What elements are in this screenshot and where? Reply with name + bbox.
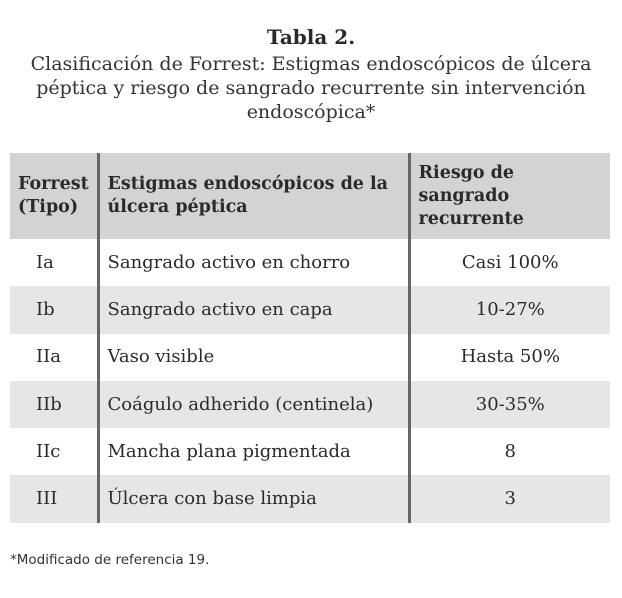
table-row	[10, 239, 610, 286]
table-row	[10, 428, 610, 475]
cell-risk: 30-35%	[475, 393, 545, 415]
cell-type: Ia	[10, 239, 98, 286]
title-block	[0, 24, 622, 124]
header-risk: Riesgo de sangrado recurrente	[418, 162, 524, 229]
footnote: *Modificado de referencia 19.	[10, 552, 210, 568]
header-forrest-type: Forrest (Tipo)	[10, 153, 98, 239]
cell-risk: 3	[504, 488, 516, 510]
cell-stigma: Sangrado activo en capa	[98, 286, 409, 333]
cell-risk: Casi 100%	[461, 251, 559, 273]
table-header-row	[10, 153, 610, 239]
table-title: Tabla 2.	[266, 25, 356, 49]
table-row	[10, 475, 610, 522]
forrest-table	[10, 153, 610, 523]
cell-stigma: Vaso visible	[98, 334, 409, 381]
cell-risk: 8	[504, 440, 516, 462]
cell-type: III	[10, 475, 98, 522]
cell-risk: Hasta 50%	[460, 346, 560, 368]
forrest-table-container	[10, 153, 610, 523]
cell-type: IIb	[10, 381, 98, 428]
table-row	[10, 381, 610, 428]
table-row	[10, 334, 610, 381]
cell-stigma: Coágulo adherido (centinela)	[98, 381, 409, 428]
cell-stigma: Sangrado activo en chorro	[98, 239, 409, 286]
cell-type: Ib	[10, 286, 98, 333]
cell-stigma: Mancha plana pigmentada	[98, 428, 409, 475]
header-stigmas: Estigmas endoscópicos de la úlcera péptica	[98, 153, 409, 239]
cell-risk: 10-27%	[475, 298, 545, 320]
table-caption: Clasificación de Forrest: Estigmas endoscópicos de úlcera péptica y riesgo de sangrado recurrente sin intervención endoscópica*	[30, 53, 592, 123]
cell-stigma: Úlcera con base limpia	[98, 475, 409, 522]
cell-type: IIc	[10, 428, 98, 475]
table-row	[10, 286, 610, 333]
cell-type: IIa	[10, 334, 98, 381]
